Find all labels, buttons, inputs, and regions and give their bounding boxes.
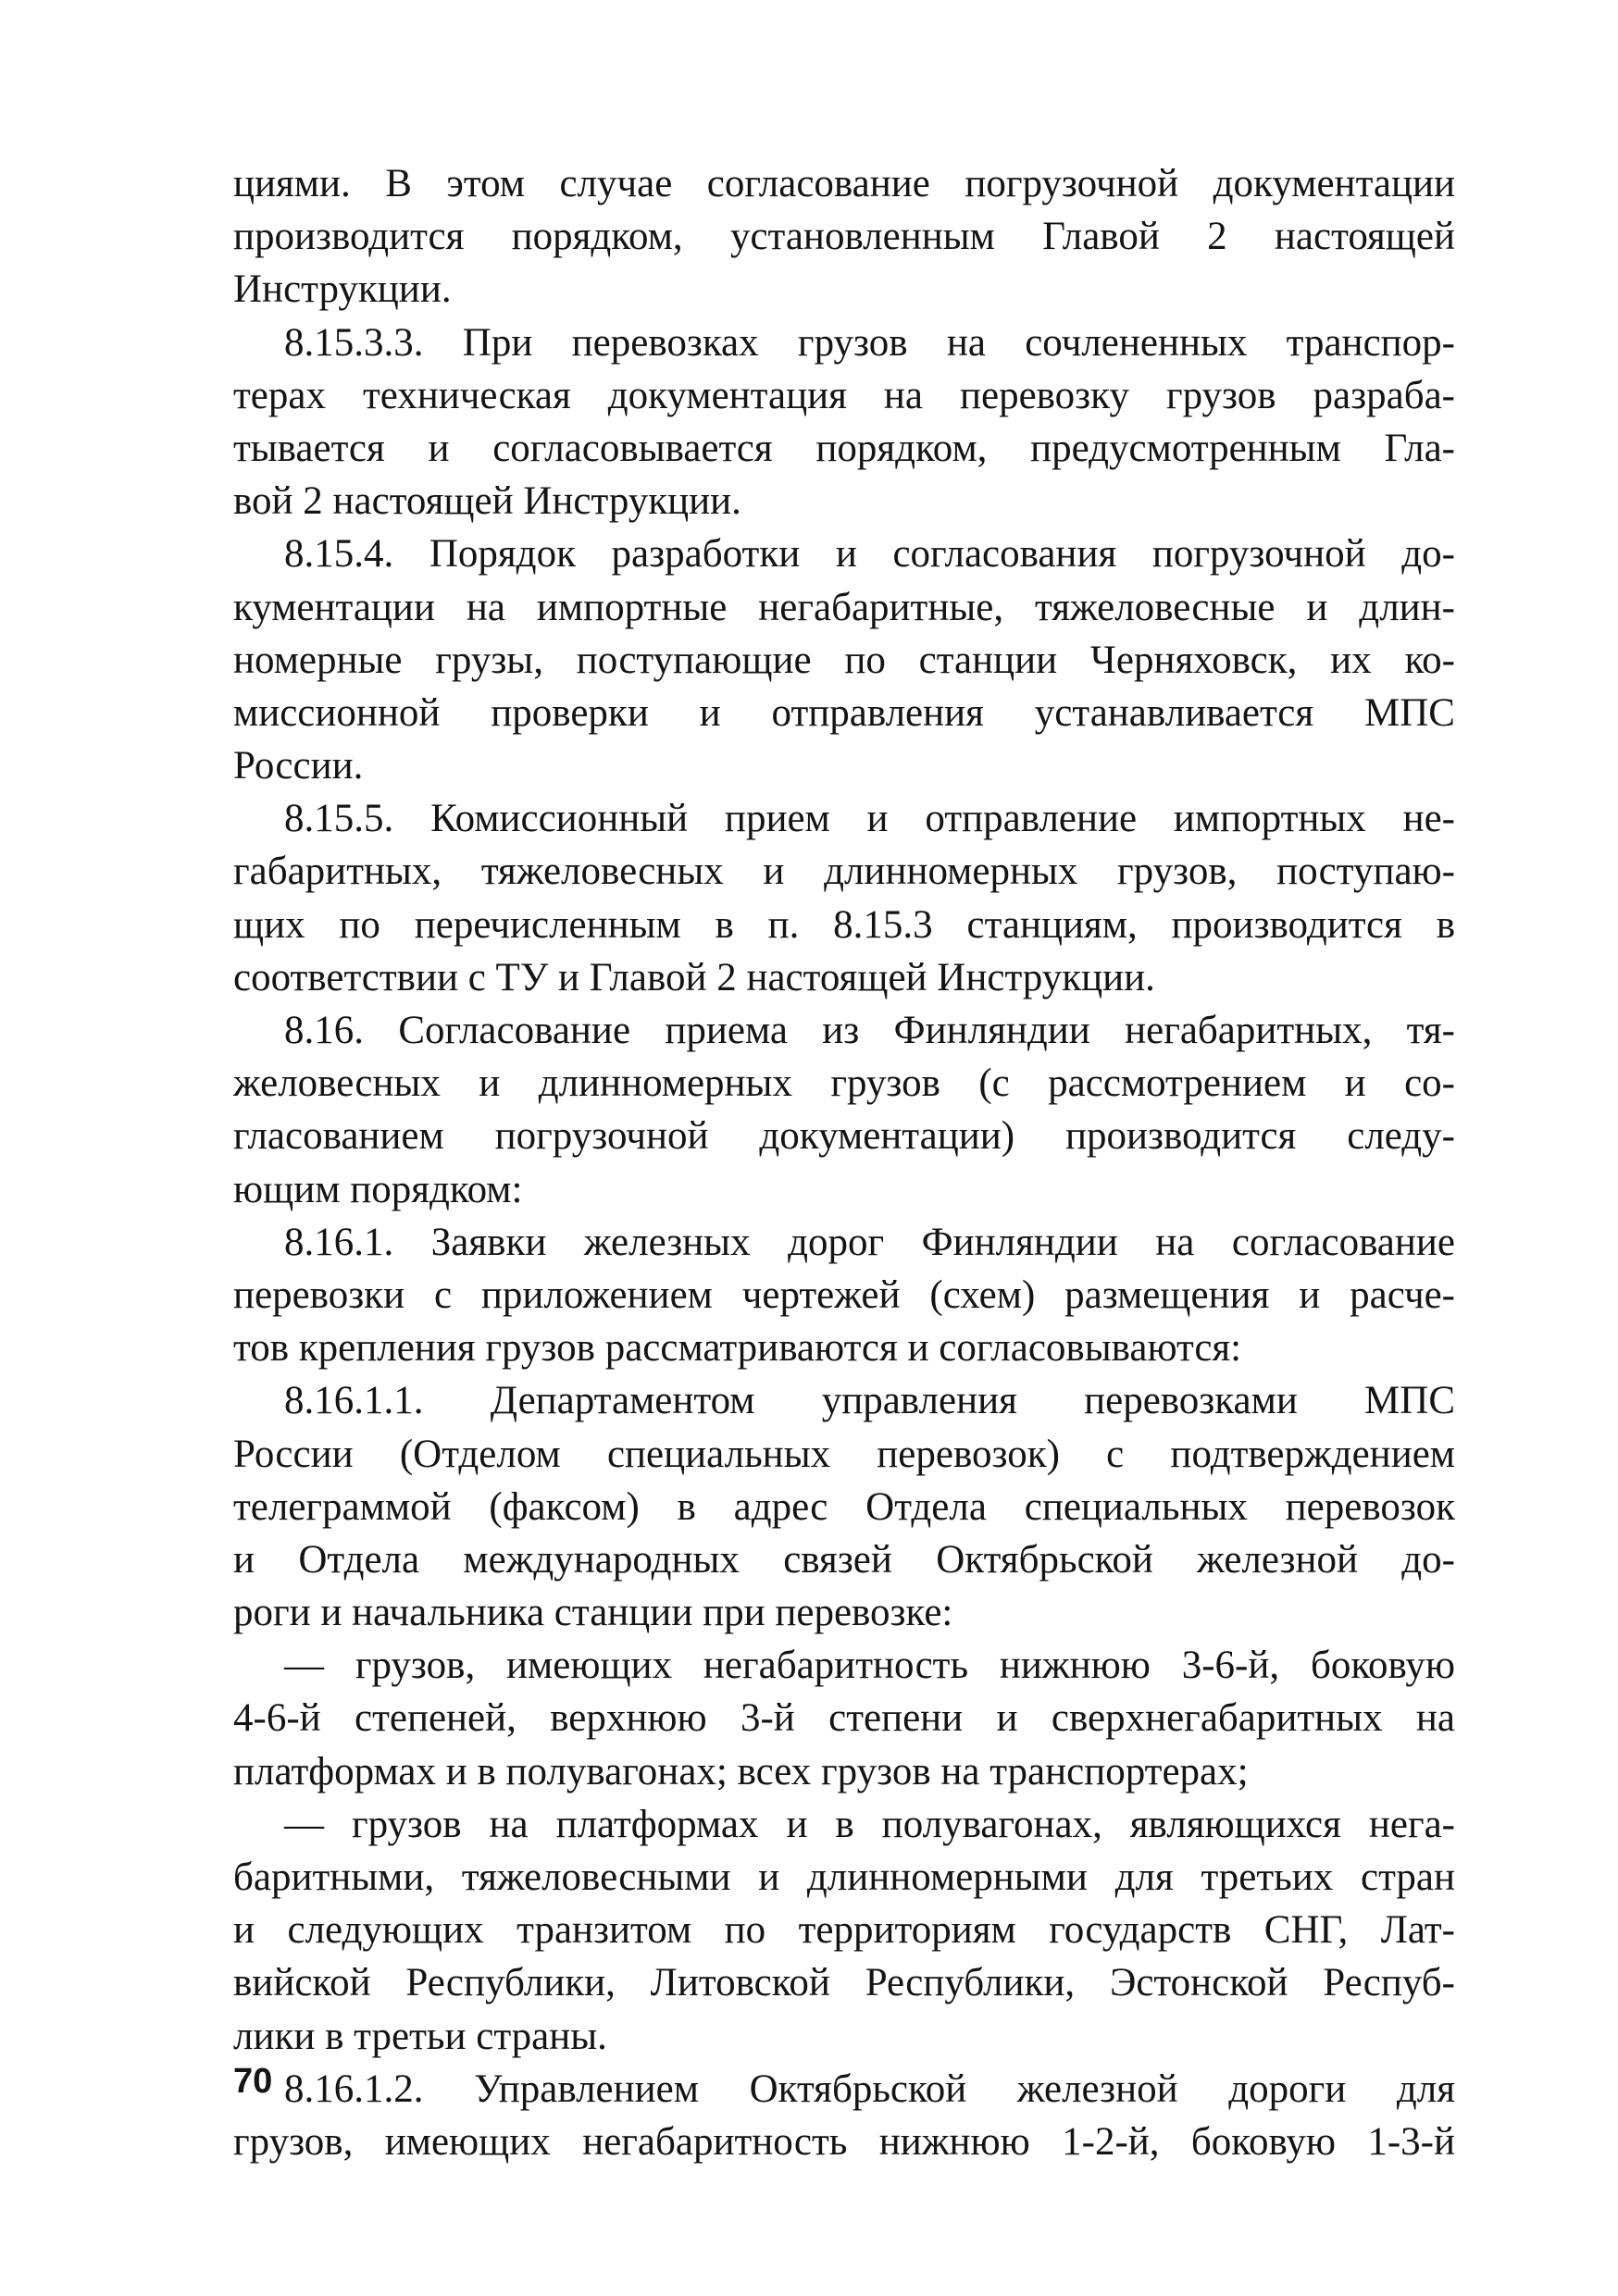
- text-line: кументации на импортные негабаритные, тяжеловесные и длин-: [233, 585, 1455, 629]
- text-line: и следующих транзитом по территориям государств СНГ, Лат-: [233, 1908, 1455, 1953]
- text-line: соответствии с ТУ и Главой 2 настоящей Инструкции.: [233, 955, 1155, 999]
- text-line: перевозки с приложением чертежей (схем) размещения и расче-: [233, 1272, 1455, 1317]
- text-line: России.: [233, 744, 364, 788]
- text-line: Инструкции.: [233, 267, 452, 312]
- paragraph-p-dash-2: [233, 1798, 1455, 2063]
- paragraph-p-8-16: [233, 1004, 1455, 1216]
- text-line: роги и начальника станции при перевозке:: [233, 1591, 953, 1635]
- page-number: 70: [233, 2062, 273, 2101]
- paragraph-p-8-16-1-1: [233, 1374, 1455, 1639]
- text-line: ющим порядком:: [233, 1167, 523, 1211]
- paragraph-p-8-16-1: [233, 1216, 1455, 1375]
- text-line: 8.15.3.3. При перевозках грузов на сочлененных транспор-: [284, 320, 1455, 365]
- text-line: желовесных и длинномерных грузов (с рассмотрением и со-: [233, 1061, 1455, 1106]
- paragraph-p-8-15-3-3: [233, 316, 1455, 528]
- paragraph-p-8-16-1-2: [233, 2063, 1455, 2168]
- text-line: номерные грузы, поступающие по станции Черняховск, их ко-: [233, 638, 1455, 682]
- text-line: миссионной проверки и отправления устанавливается МПС: [233, 690, 1455, 735]
- text-line: гласованием погрузочной документации) производится следу-: [233, 1114, 1455, 1159]
- text-line: России (Отделом специальных перевозок) с подтверждением: [233, 1432, 1455, 1476]
- body-text: [233, 157, 1455, 2168]
- text-line: вой 2 настоящей Инструкции.: [233, 479, 741, 524]
- text-line: циями. В этом случае согласование погрузочной документации: [233, 162, 1455, 205]
- text-line: 4-6-й степеней, верхнюю 3-й степени и сверхнегабаритных на: [233, 1696, 1455, 1741]
- text-line: 8.16.1.1. Департаментом управления перевозками МПС: [284, 1379, 1455, 1423]
- text-line: и Отдела международных связей Октябрьской железной до-: [233, 1537, 1455, 1582]
- text-line: производится порядком, установленным Главой 2 настоящей: [233, 215, 1455, 259]
- text-line: 8.16.1.2. Управлением Октябрьской железной дороги для: [284, 2066, 1455, 2111]
- text-line: 8.15.4. Порядок разработки и согласования погрузочной до-: [284, 532, 1455, 577]
- text-line: телеграммой (факсом) в адрес Отдела специальных перевозок: [233, 1484, 1455, 1529]
- paragraph-p-dash-1: [233, 1639, 1455, 1798]
- text-line: тов крепления грузов рассматриваются и согласовываются:: [233, 1326, 1242, 1371]
- text-line: 8.16.1. Заявки железных дорог Финляндии на согласование: [284, 1220, 1455, 1264]
- text-line: габаритных, тяжеловесных и длинномерных грузов, поступаю-: [233, 850, 1455, 894]
- text-line: — грузов, имеющих негабаритность нижнюю 3-6-й, боковую: [284, 1644, 1455, 1688]
- paragraph-p-8-15-5: [233, 792, 1455, 1004]
- text-line: грузов, имеющих негабаритность нижнюю 1-2-й, боковую 1-3-й: [233, 2119, 1455, 2164]
- text-line: терах техническая документация на перевозку грузов разраба-: [233, 373, 1455, 417]
- text-line: лики в третьи страны.: [233, 2014, 607, 2058]
- paragraph-p-8-15-4: [233, 527, 1455, 792]
- text-line: тывается и согласовывается порядком, предусмотренным Гла-: [233, 426, 1455, 470]
- text-line: 8.15.5. Комиссионный прием и отправление импортных не-: [284, 797, 1455, 841]
- text-line: — грузов на платформах и в полувагонах, являющихся нега-: [284, 1802, 1455, 1846]
- paragraph-p1: [233, 157, 1455, 316]
- text-line: платформах и в полувагонах; всех грузов на транспортерах;: [233, 1749, 1249, 1793]
- text-line: щих по перечисленным в п. 8.15.3 станциям, производится в: [233, 902, 1455, 947]
- text-line: вийской Республики, Литовской Республики, Эстонской Респуб-: [233, 1961, 1455, 2005]
- text-line: 8.16. Согласование приема из Финляндии негабаритных, тя-: [284, 1009, 1455, 1052]
- text-line: баритными, тяжеловесными и длинномерными для третьих стран: [233, 1855, 1455, 1899]
